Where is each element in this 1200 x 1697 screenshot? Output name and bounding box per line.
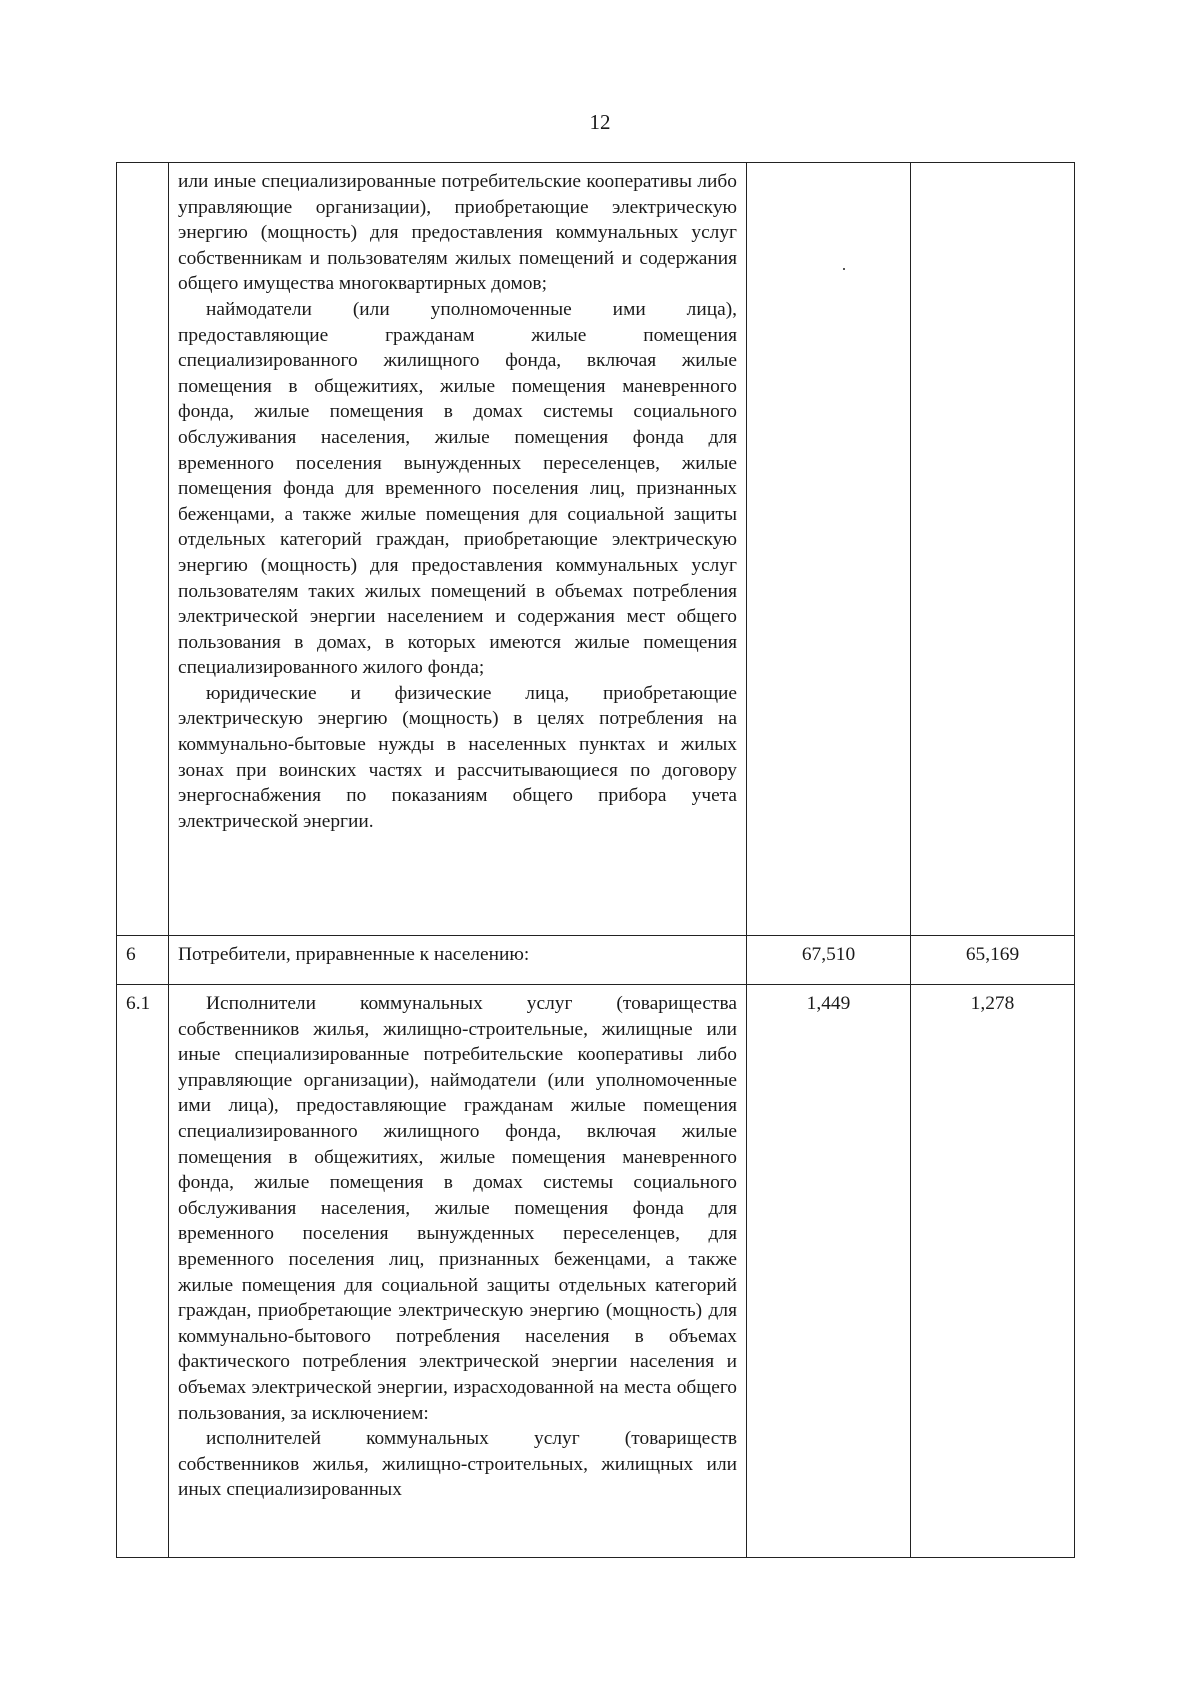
description-paragraph: наймодатели (или уполномоченные ими лица), предоставляющие гражданам жилые помещения специализированного жилищного фонда, включая жилые помещения в общежитиях, жилые помещения маневренного фонда, жилые помещения в домах системы социального обслуживания населения, жилые помещения фонда для временного поселения вынужденных переселенцев, жилые помещения фонда для временного поселения лиц, признанных беженцами, а также жилые помещения для социальной защиты отдельных категорий граждан, приобретающие электрическую энергию (мощность) для предоставления коммунальных услуг пользователям таких жилых помещений в объемах потребления электрической энергии населением и содержания мест общего пользования в домах, в которых имеются жилые помещения специализированного жилого фонда; bbox=[178, 298, 737, 679]
description-paragraph: юридические и физические лица, приобретающие электрическую энергию (мощность) в целях потребления на коммунально-бытовые нужды в населенных пунктах и жилых зонах при воинских частях и рассчитывающиеся по договору энергоснабжения по показаниям общего прибора учета электрической энергии. bbox=[178, 682, 737, 832]
description-paragraph: или иные специализированные потребительские кооперативы либо управляющие организации), приобретающие электрическую энергию (мощность) для предоставления коммунальных услуг собственникам и пользователям жилых помещений и содержания общего имущества многоквартирных домов; bbox=[178, 171, 737, 295]
row-description bbox=[169, 985, 747, 1558]
table-row bbox=[117, 936, 1075, 985]
row-index: 6.1 bbox=[117, 985, 169, 1558]
description-paragraph: Исполнители коммунальных услуг (товарищества собственников жилья, жилищно-строительные, жилищные или иные специализированные потребительские кооперативы либо управляющие организации), наймодатели (или уполномоченные ими лица), предоставляющие гражданам жилые помещения специализированного жилищного фонда, включая жилые помещения в общежитиях, жилые помещения маневренного фонда, жилые помещения в домах системы социального обслуживания населения, жилые помещения фонда для временного поселения вынужденных переселенцев, для временного поселения лиц, признанных беженцами, а также жилые помещения для социальной защиты отдельных категорий граждан, приобретающие электрическую энергию (мощность) для коммунально-бытового потребления населения в объемах фактического потребления электрической энергии населения и объемах электрической энергии, израсходованной на места общего пользования, за исключением: bbox=[178, 993, 737, 1424]
description-paragraph: Потребители, приравненные к населению: bbox=[178, 944, 530, 965]
row-value-1: 67,510 bbox=[747, 936, 911, 985]
table-row bbox=[117, 985, 1075, 1558]
row-value-1: 1,449 bbox=[747, 985, 911, 1558]
row-index bbox=[117, 163, 169, 936]
row-description bbox=[169, 163, 747, 936]
row-value-2: 65,169 bbox=[911, 936, 1075, 985]
row-value-1 bbox=[747, 163, 911, 936]
table-row bbox=[117, 163, 1075, 936]
row-value-2: 1,278 bbox=[911, 985, 1075, 1558]
row-description bbox=[169, 936, 747, 985]
scan-speck bbox=[843, 268, 845, 270]
row-value-2 bbox=[911, 163, 1075, 936]
tariff-table bbox=[116, 162, 1075, 1558]
row-index: 6 bbox=[117, 936, 169, 985]
page-number: 12 bbox=[589, 110, 611, 134]
description-paragraph: исполнителей коммунальных услуг (товариществ собственников жилья, жилищно-строительных, жилищных или иных специализированных bbox=[178, 1428, 737, 1501]
